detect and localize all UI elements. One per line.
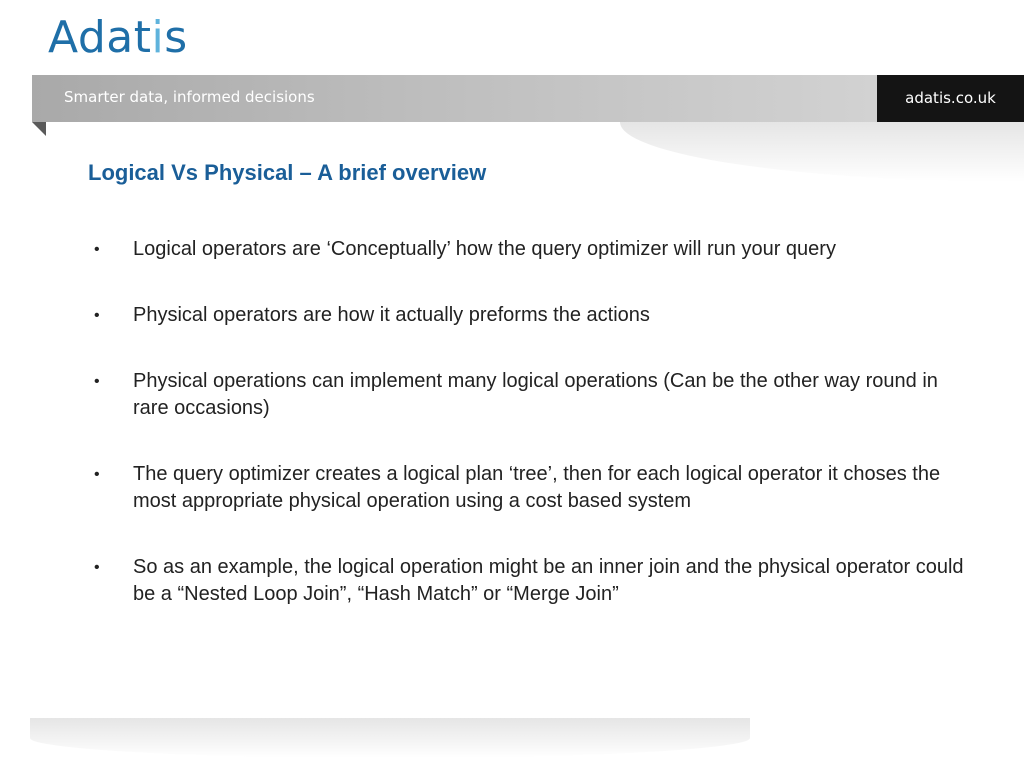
decorative-shadow-top bbox=[620, 122, 1024, 182]
bullet-item-2 bbox=[90, 302, 970, 329]
slide-title: Logical Vs Physical – A brief overview bbox=[88, 160, 487, 185]
banner-fold-corner bbox=[32, 122, 46, 136]
logo-text-main: Adat bbox=[48, 12, 152, 63]
bullet-text-2: Physical operators are how it actually preforms the actions bbox=[133, 304, 650, 326]
logo-text-end: s bbox=[164, 12, 188, 63]
bullet-dot-icon: • bbox=[94, 307, 100, 324]
website-url-box bbox=[877, 75, 1024, 122]
tagline-banner bbox=[32, 75, 877, 122]
bullet-item-5 bbox=[90, 554, 970, 608]
bullet-dot-icon: • bbox=[94, 373, 100, 390]
bullet-dot-icon: • bbox=[94, 466, 100, 483]
bullet-item-4 bbox=[90, 461, 970, 515]
adatis-logo bbox=[48, 10, 188, 66]
bullet-text-3: Physical operations can implement many logical operations (Can be the other way round in rare occasions) bbox=[133, 370, 938, 419]
bullet-list bbox=[90, 236, 970, 647]
bullet-item-3 bbox=[90, 368, 970, 422]
tagline-text: Smarter data, informed decisions bbox=[64, 88, 315, 106]
website-url-text: adatis.co.uk bbox=[905, 89, 996, 107]
bullet-text-1: Logical operators are ‘Conceptually’ how the query optimizer will run your query bbox=[133, 238, 836, 260]
bullet-text-5: So as an example, the logical operation might be an inner join and the physical operator could be a “Nested Loop Join”, “Hash Match” or “Merge Join” bbox=[133, 556, 964, 605]
decorative-shadow-bottom bbox=[30, 718, 750, 758]
bullet-dot-icon: • bbox=[94, 559, 100, 576]
bullet-item-1 bbox=[90, 236, 970, 263]
bullet-dot-icon: • bbox=[94, 241, 100, 258]
bullet-text-4: The query optimizer creates a logical plan ‘tree’, then for each logical operator it choses the most appropriate physical operation using a cost based system bbox=[133, 463, 941, 512]
logo-text-i: i bbox=[151, 12, 165, 63]
